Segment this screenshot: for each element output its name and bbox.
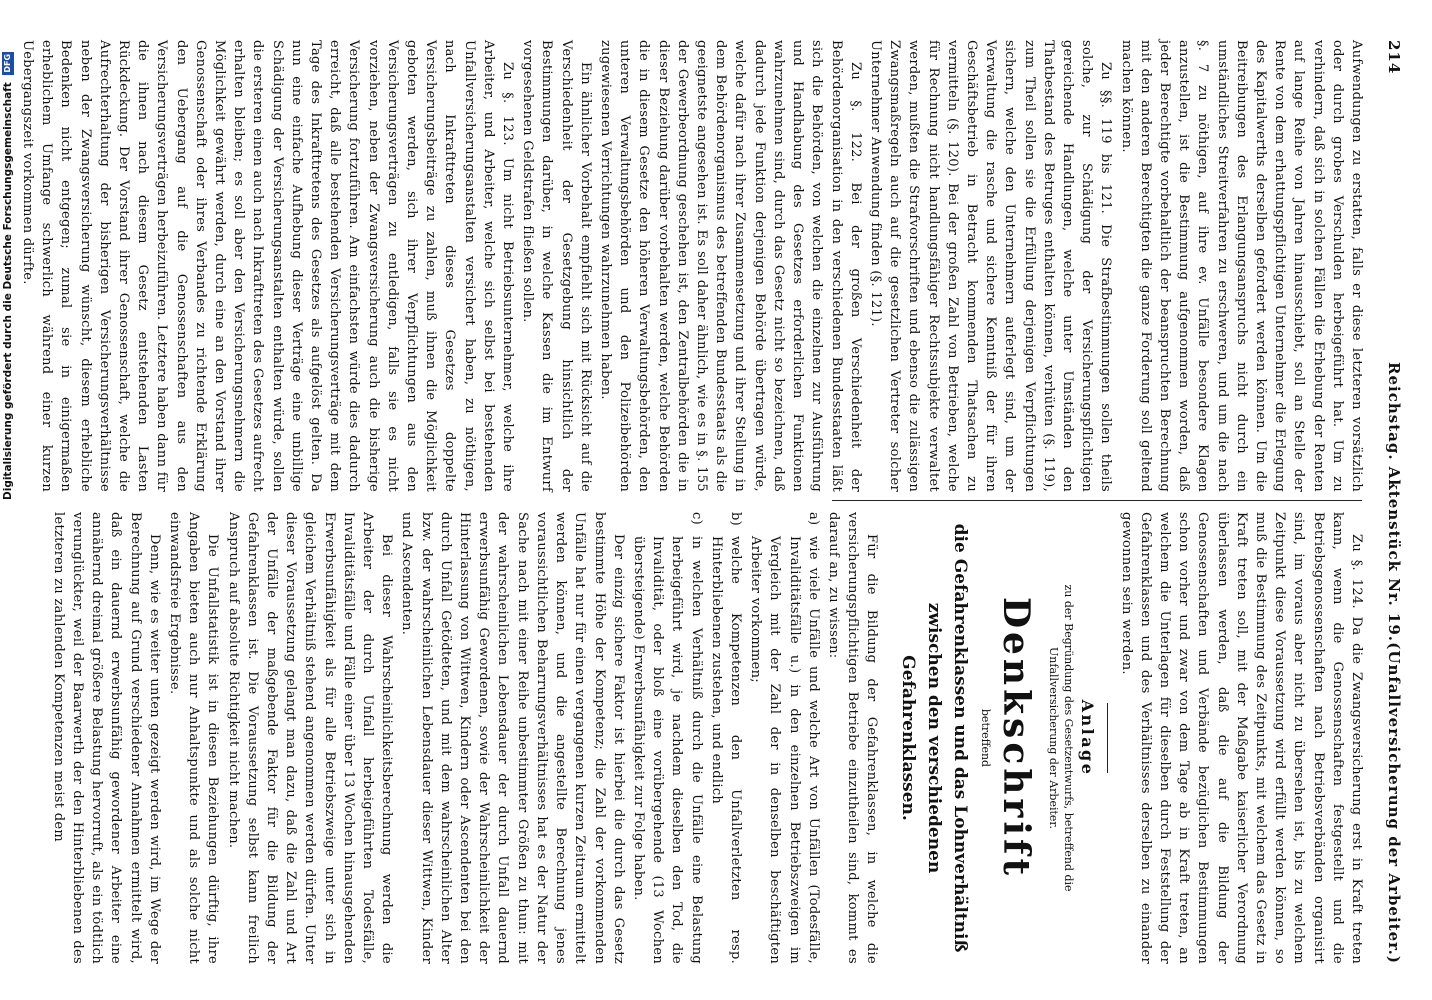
left-column: [19, 40, 1366, 492]
paragraph: Zu §§. 119 bis 121. Die Strafbestimmungen sollen theils solche, zur Schädigung der Versicherungspflichtigen gereichende Handlungen, welche unter Umständen den Thatbestand des Betruges enthalten können, verhüten (§. 119), zum Theil sollen sie die Erfüllung derjenigen Verpflichtungen sichern, welche den Unternehmern auferlegt sind, um der Verwaltung die rasche und sichere Kenntniß der für ihren Geschäftsbetrieb in Betracht kommenden Thatsachen zu vermitteln (§. 120). Bei der großen Zahl von Betrieben, welche für Rechnung nicht handlungsfähiger Rechtssubjekte verwaltet werden, mußten die Strafvorschriften und ebenso die zulässigen Zwangsmaßregeln auch auf die gesetzlichen Vertreter solcher Unternehmer Anwendung finden (§. 121).: [867, 40, 1114, 492]
list-text: welche Kompetenzen den Unfallverletzten resp. Hinterbliebenen zustehen, und endlich: [708, 536, 743, 964]
paragraph: Die Unfallstatistik ist in diesen Beziehungen dürftig, ihre Angaben bieten auch nur Anhaltspunkte und als solche nicht einwandsfreie Ergebnisse.: [167, 512, 221, 964]
page-number: 214: [1385, 40, 1403, 75]
list-marker: b): [727, 512, 743, 526]
digitization-note-text: Digitalisierung gefördert durch die Deutsche Forschungsgemeinschaft: [2, 82, 14, 500]
paragraph: Ein ähnlicher Vorbehalt empfiehlt sich mit Rücksicht auf die Verschiedenheit der Gesetzgebung hinsichtlich der Bestimmungen darüber, in welche Kassen die im Entwurf vorgesehenen Geldstrafen fließen sollen.: [520, 40, 593, 492]
list-marker: a): [805, 512, 821, 526]
paragraph: Zu §. 123. Um nicht Betriebsunternehmer, welche ihre Arbeiter, und Arbeiter, welche sich selbst bei bestehenden Unfallversicherungsanstalten versichert haben, zu nöthigen, nach Inkrafttreten dieses Gesetzes doppelte Versicherungsbeiträge zu zahlen, muß ihnen die Möglichkeit geboten werden, sich ihrer Verpflichtungen aus den Versicherungsverträgen zu entledigen, falls sie es nicht vorziehen, neben der Zwangsversicherung auch die bisherige Versicherung fortzuführen. Am einfachsten würde dies dadurch erreicht, daß alle bestehenden Versicherungsverträge mit dem Tage des Inkrafttretens des Gesetzes als aufgelöst gelten. Da nun eine einfache Aufhebung dieser Verträge eine unbillige Schädigung der Versicherungsanstalten enthalten würde, sollen die ersteren einen auch nach Inkrafttreten des Gesetzes aufrecht erhalten bleiben; es soll aber den Versicherungsnehmern die Möglichkeit gewährt werden, durch eine an den Vorstand ihrer Genossenschaft oder ihres Verbandes zu richtende Erklärung den Uebergang auf die Genossenschaften aus den Versicherungsverträgen herbeizuführen. Letztere haben dann für die ihnen nach diesem Gesetz entstehenden Lasten Rückdeckung. Der Vorstand ihrer Genossenschaft, welche die Aufrechterhaltung der bisherigen Versicherungsverhältnisse neben der Zwangsversicherung wünscht, diesem erhebliche Bedenken nicht entgegen; zumal sie in einigermaßen erheblichem Umfange schwerlich während einer kurzen Uebergangszeit vorkommen dürfte.: [19, 40, 516, 492]
list-item: [629, 512, 706, 964]
running-head: [1374, 40, 1414, 964]
list-marker: c): [688, 512, 704, 525]
paragraph: Der einzig sichere Faktor ist hierbei die durch das Gesetz bestimmte Höhe der Kompetenz; die Zahl der vorkommenden Unfälle hat nur für einen vergangenen kurzen Zeitraum ermittelt werden können, und die angestellte Berechnung jenes voraussichtlichen Beharrungsverhältnisses hat es der Natur der Sache nach mit einer Reihe unbestimmter Größen zu thun: mit der wahrscheinlichen Lebensdauer der durch Unfall dauernd erwerbsunfähig Gewordenen, sowie der Wahrscheinlichkeit der Hinterlassung von Wittwen, Kindern oder Ascendenten bei den durch Unfall Getödteten, und mit dem wahrscheinlichen Alter bzw. der wahrscheinlichen Lebensdauer dieser Wittwen, Kinder und Ascendenten.: [399, 512, 626, 964]
appendix-subtitle: zu der Begründung des Gesetzentwurfs, betreffend die Unfallversicherung der Arbeiter.: [1047, 584, 1076, 892]
intro-paragraph: Für die Bildung der Gefahrenklassen, in welche die versicherungspflichtigen Betriebe einzutheilen sind, kommt es darauf an, zu wissen:: [825, 512, 880, 964]
document-betreffend: betreffend: [979, 708, 993, 768]
running-subject: (Unfallversicherung der Arbeiter.): [1385, 642, 1403, 964]
paragraph: Denn, wie es weiter unten gezeigt werden wird, im Wege der Berechnung auf Grund verschiedener Annahmen ermittelt wird, daß ein dauernd erwerbsunfähig gewordener Arbeiter eine annähernd dreimal größere Belastung hervorruft, als ein tödtlich verunglückter, weil der Baarwerth der den Hinterbliebenen des letzteren zu zahlenden Kompetenzen meist dem: [50, 512, 162, 964]
right-column: [40, 512, 1366, 964]
list-text: wie viele Unfälle und welche Art von Unfällen (Todesfälle, Invaliditätsfälle u.) in den einzelnen Betriebszweigen im Vergleich mit der Zahl der in denselben beschäftigten Arbeiter vorkommen;: [748, 536, 821, 964]
list-text: in welchen Verhältniß durch die Unfälle eine Belastung herbeigeführt wird, je nachdem dieselben den Tod, die Invalidität, oder bloß eine vorübergehende (13 Wochen übersteigende) Erwerbsunfähigkeit zur Folge haben.: [630, 536, 704, 964]
digitization-note: [0, 30, 16, 500]
list-item: [707, 512, 745, 964]
section-divider: [1107, 703, 1108, 773]
paragraph: Zu §. 122. Bei der großen Verschiedenheit der Behördenorganisation in den verschiedenen Bundesstaaten läßt sich die Behörden, von welchen die einzelnen zur Ausführung und Handhabung des Gesetzes erforderlichen Funktionen wahrzunehmen sind, durch das Gesetz nicht so bezeichnen, daß dadurch jede Funktion derjenigen Behörde übertragen würde, welche dafür nach ihrer Zusammensetzung und ihrer Stellung in dem Behördenorganismus des betreffenden Bundesstaats als die geeignetste angesehen ist. Es soll daher ähnlich, wie es in §. 155 der Gewerbeordnung geschehen ist, den Zentralbehörden die in dieser Beziehung darüber vorbehalten werden, welche Behörden die in diesem Gesetze den höheren Verwaltungsbehörden, den unteren Verwaltungsbehörden und den Polizeibehörden zugewiesenen Verrichtungen wahrzunehmen haben.: [598, 40, 863, 492]
document-title: Denkschrift: [995, 596, 1038, 880]
running-title: Reichstag. Aktenstück Nr. 19.: [1385, 362, 1403, 642]
paragraph: Bei dieser Wahrscheinlichkeitsberechnung werden die Arbeiter der durch Unfall herbeigeführten Todesfälle, Invaliditätsfälle und Fälle einer über 13 Wochen hinausgehenden Erwerbsunfähigkeit als für alle Betriebszweige unter sich in gleichem Verhältniß stehend angenommen werden dürfen. Unter dieser Voraussetzung gelangt man dazu, daß die Zahl und Art der Unfälle der maßgebende Faktor für die Bildung der Gefahrenklassen ist. Die Voraussetzung selbst kann freilich Anspruch auf absolute Richtigkeit nicht machen.: [225, 512, 395, 964]
column-divider: [832, 500, 1362, 501]
document-subtitle: die Gefahrenklassen und das Lohnverhältniß zwischen den verschiedenen Gefahrenklassen.: [898, 523, 971, 953]
appendix-heading: Anlage: [1078, 699, 1098, 777]
paragraph: Aufwendungen zu erstatten, falls er diese letzteren vorsätzlich oder durch grobes Verschulden herbeigeführt hat. Um zu verhindern, daß sich in solchen Fällen die Erhebung der Renten auf lange Reihe von Jahren hinausschiebt, soll an Stelle der Rente von dem erhattungspflichtigen Unternehmer die Erlegung des Kapitalwerths derselben gefordert werden können. Um die Beitreibungen des Erlangungsanspruchs nicht durch ein umständliches Streitverfahren zu erschweren, und um die nach §. 7 zu nöthigen, auf ihre ev. Unfälle besondere Klagen anzustellen, ist die Bestimmung aufgenommen worden, daß jeder Berechtigte vorbehaltlich der beanspruchten Berechnung mit den anderen Berechtigten die ganze Forderung soll geltend machen können.: [1118, 40, 1364, 492]
list-item: [746, 512, 823, 964]
dfg-logo: DFG: [3, 53, 12, 73]
paragraph: Zu §. 124. Da die Zwangsversicherung erst in Kraft treten kann, wenn die Genossenschaften festgestellt und die Betriebsgenossenschaften nach Betriebsverbänden organisirt sind, im voraus aber nicht zu übersehen ist, bis zu welchem Zeitpunkt diese Voraussetzung wird erfüllt werden können, so muß die Bestimmung des Zeitpunkts, mit welchem das Gesetz in Kraft treten soll, mit der Maßgabe kaiserlicher Verordnung überlassen werden, daß die auf die Bildung der Genossenschaften und Verbände bezüglichen Bestimmungen schon vorher und zwar von dem Tage ab in Kraft treten, an welchem die Unterlagen für dieselben durch Feststellung der Gefahrenklassen und des Verhältnisses derselben zu einander gewonnen sein werden.: [1118, 512, 1364, 964]
